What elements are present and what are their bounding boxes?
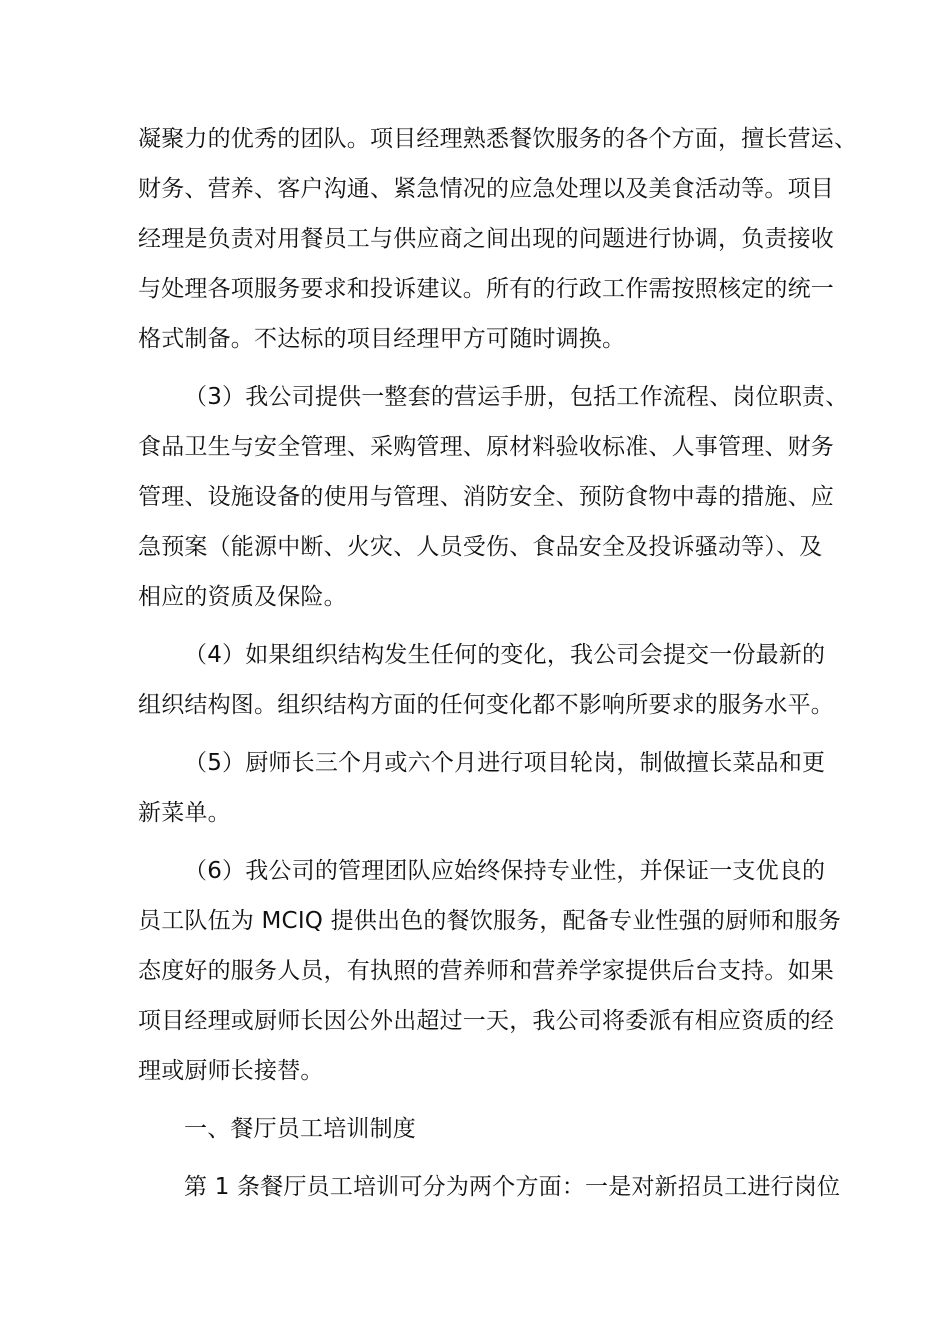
text-line: 与处理各项服务要求和投诉建议。所有的行政工作需按照核定的统一 bbox=[138, 276, 834, 302]
text-line: （4）如果组织结构发生任何的变化，我公司会提交一份最新的 bbox=[184, 642, 826, 668]
text-line: 相应的资质及保险。 bbox=[138, 584, 347, 610]
text-line: 财务、营养、客户沟通、紧急情况的应急处理以及美食活动等。项目 bbox=[138, 176, 834, 202]
text-line: 员工队伍为 MCIQ 提供出色的餐饮服务，配备专业性强的厨师和服务 bbox=[138, 908, 842, 934]
text-line: 新菜单。 bbox=[138, 800, 231, 826]
heading-text: 一、餐厅员工培训制度 bbox=[184, 1116, 416, 1142]
text-line: （3）我公司提供一整套的营运手册，包括工作流程、岗位职责、 bbox=[184, 384, 849, 410]
text-line: 理或厨师长接替。 bbox=[138, 1058, 324, 1084]
text-line: 态度好的服务人员，有执照的营养师和营养学家提供后台支持。如果 bbox=[138, 958, 834, 984]
text-line: 食品卫生与安全管理、采购管理、原材料验收标准、人事管理、财务 bbox=[138, 434, 834, 460]
text-line: 凝聚力的优秀的团队。项目经理熟悉餐饮服务的各个方面，擅长营运、 bbox=[138, 126, 858, 152]
text-line: 组织结构图。组织结构方面的任何变化都不影响所要求的服务水平。 bbox=[138, 692, 834, 718]
text-line: 急预案（能源中断、火灾、人员受伤、食品安全及投诉骚动等）、及 bbox=[138, 534, 823, 560]
text-line: 经理是负责对用餐员工与供应商之间出现的问题进行协调，负责接收 bbox=[138, 226, 834, 252]
text-line: 格式制备。不达标的项目经理甲方可随时调换。 bbox=[138, 326, 626, 352]
text-line: （6）我公司的管理团队应始终保持专业性，并保证一支优良的 bbox=[184, 858, 826, 884]
text-line: 管理、设施设备的使用与管理、消防安全、预防食物中毒的措施、应 bbox=[138, 484, 834, 510]
text-line: 第 1 条餐厅员工培训可分为两个方面：一是对新招员工进行岗位 bbox=[184, 1174, 841, 1200]
text-line: （5）厨师长三个月或六个月进行项目轮岗，制做擅长菜品和更 bbox=[184, 750, 826, 776]
text-line: 项目经理或厨师长因公外出超过一天，我公司将委派有相应资质的经 bbox=[138, 1008, 834, 1034]
